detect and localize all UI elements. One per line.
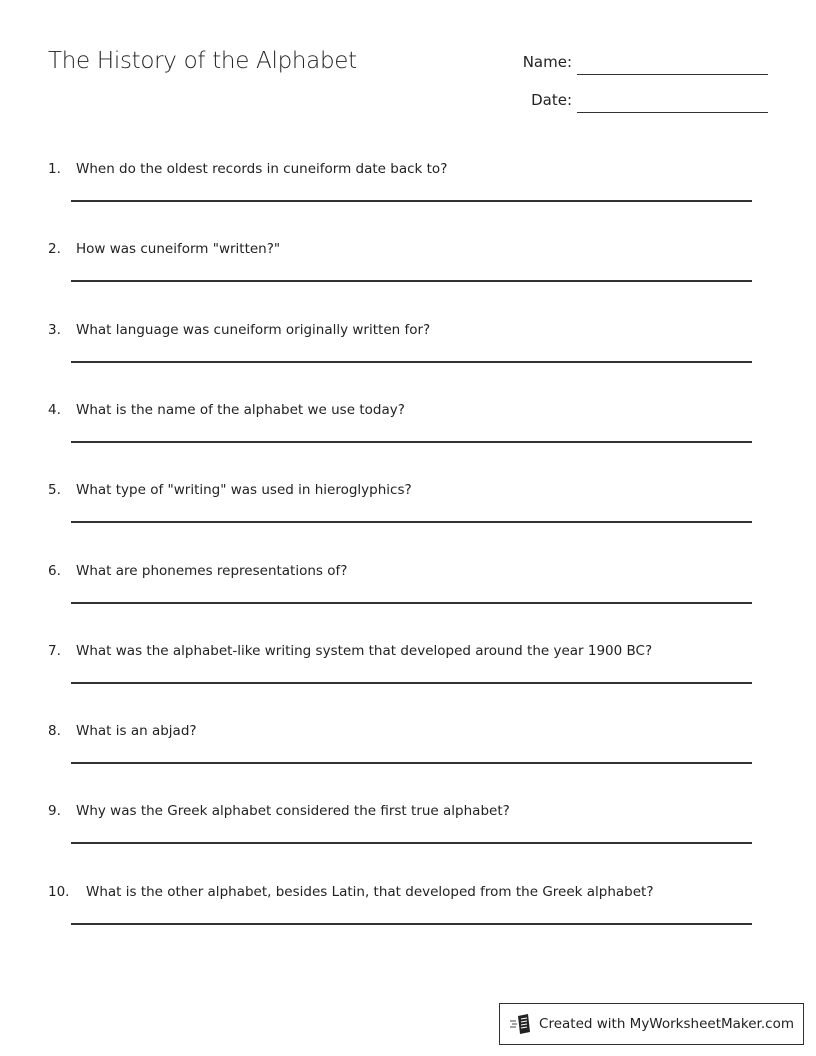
- question-item: [0, 241, 816, 321]
- answer-line[interactable]: [71, 361, 752, 363]
- question-text: What language was cuneiform originally written for?: [76, 321, 431, 338]
- answer-line[interactable]: [71, 602, 752, 604]
- footer-text: Created with MyWorksheetMaker.com: [539, 1016, 794, 1032]
- question-text: What is an abjad?: [76, 723, 197, 740]
- question-item: [0, 402, 816, 482]
- answer-line[interactable]: [71, 923, 752, 925]
- worksheet-maker-logo-icon: [509, 1013, 533, 1035]
- question-text: What is the other alphabet, besides Latin, that developed from the Greek alphabet?: [86, 883, 654, 900]
- question-item: [0, 161, 816, 241]
- question-number: 2.: [48, 241, 61, 258]
- date-field-line[interactable]: [577, 112, 768, 113]
- question-text: What type of "writing" was used in hieroglyphics?: [76, 482, 412, 499]
- answer-line[interactable]: [71, 682, 752, 684]
- worksheet-title: The History of the Alphabet: [48, 48, 357, 74]
- question-number: 9.: [48, 803, 61, 820]
- question-item: [0, 884, 816, 964]
- answer-line[interactable]: [71, 441, 752, 443]
- answer-line[interactable]: [71, 521, 752, 523]
- answer-line[interactable]: [71, 842, 752, 844]
- question-item: [0, 643, 816, 723]
- question-number: 3.: [48, 321, 61, 338]
- question-number: 8.: [48, 723, 61, 740]
- question-item: [0, 803, 816, 883]
- question-number: 6.: [48, 562, 61, 579]
- answer-line[interactable]: [71, 280, 752, 282]
- question-item: [0, 482, 816, 562]
- question-text: When do the oldest records in cuneiform date back to?: [76, 161, 448, 177]
- question-number: 1.: [48, 161, 61, 177]
- answer-line[interactable]: [71, 762, 752, 764]
- question-number: 5.: [48, 482, 61, 499]
- question-text: What are phonemes representations of?: [76, 562, 348, 579]
- question-text: What was the alphabet-like writing system that developed around the year 1900 BC?: [76, 642, 653, 659]
- question-text: Why was the Greek alphabet considered the first true alphabet?: [76, 803, 510, 820]
- question-number: 7.: [48, 642, 61, 659]
- question-number: 10.: [48, 883, 70, 900]
- question-item: [0, 322, 816, 402]
- question-text: What is the name of the alphabet we use today?: [76, 401, 405, 418]
- answer-line[interactable]: [71, 200, 752, 202]
- question-number: 4.: [48, 401, 61, 418]
- question-item: [0, 723, 816, 803]
- footer-badge: [499, 1003, 804, 1045]
- question-item: [0, 563, 816, 643]
- name-label: Name:: [522, 53, 572, 71]
- date-label: Date:: [531, 91, 572, 109]
- question-text: How was cuneiform "written?": [76, 241, 281, 258]
- name-field-line[interactable]: [577, 74, 768, 75]
